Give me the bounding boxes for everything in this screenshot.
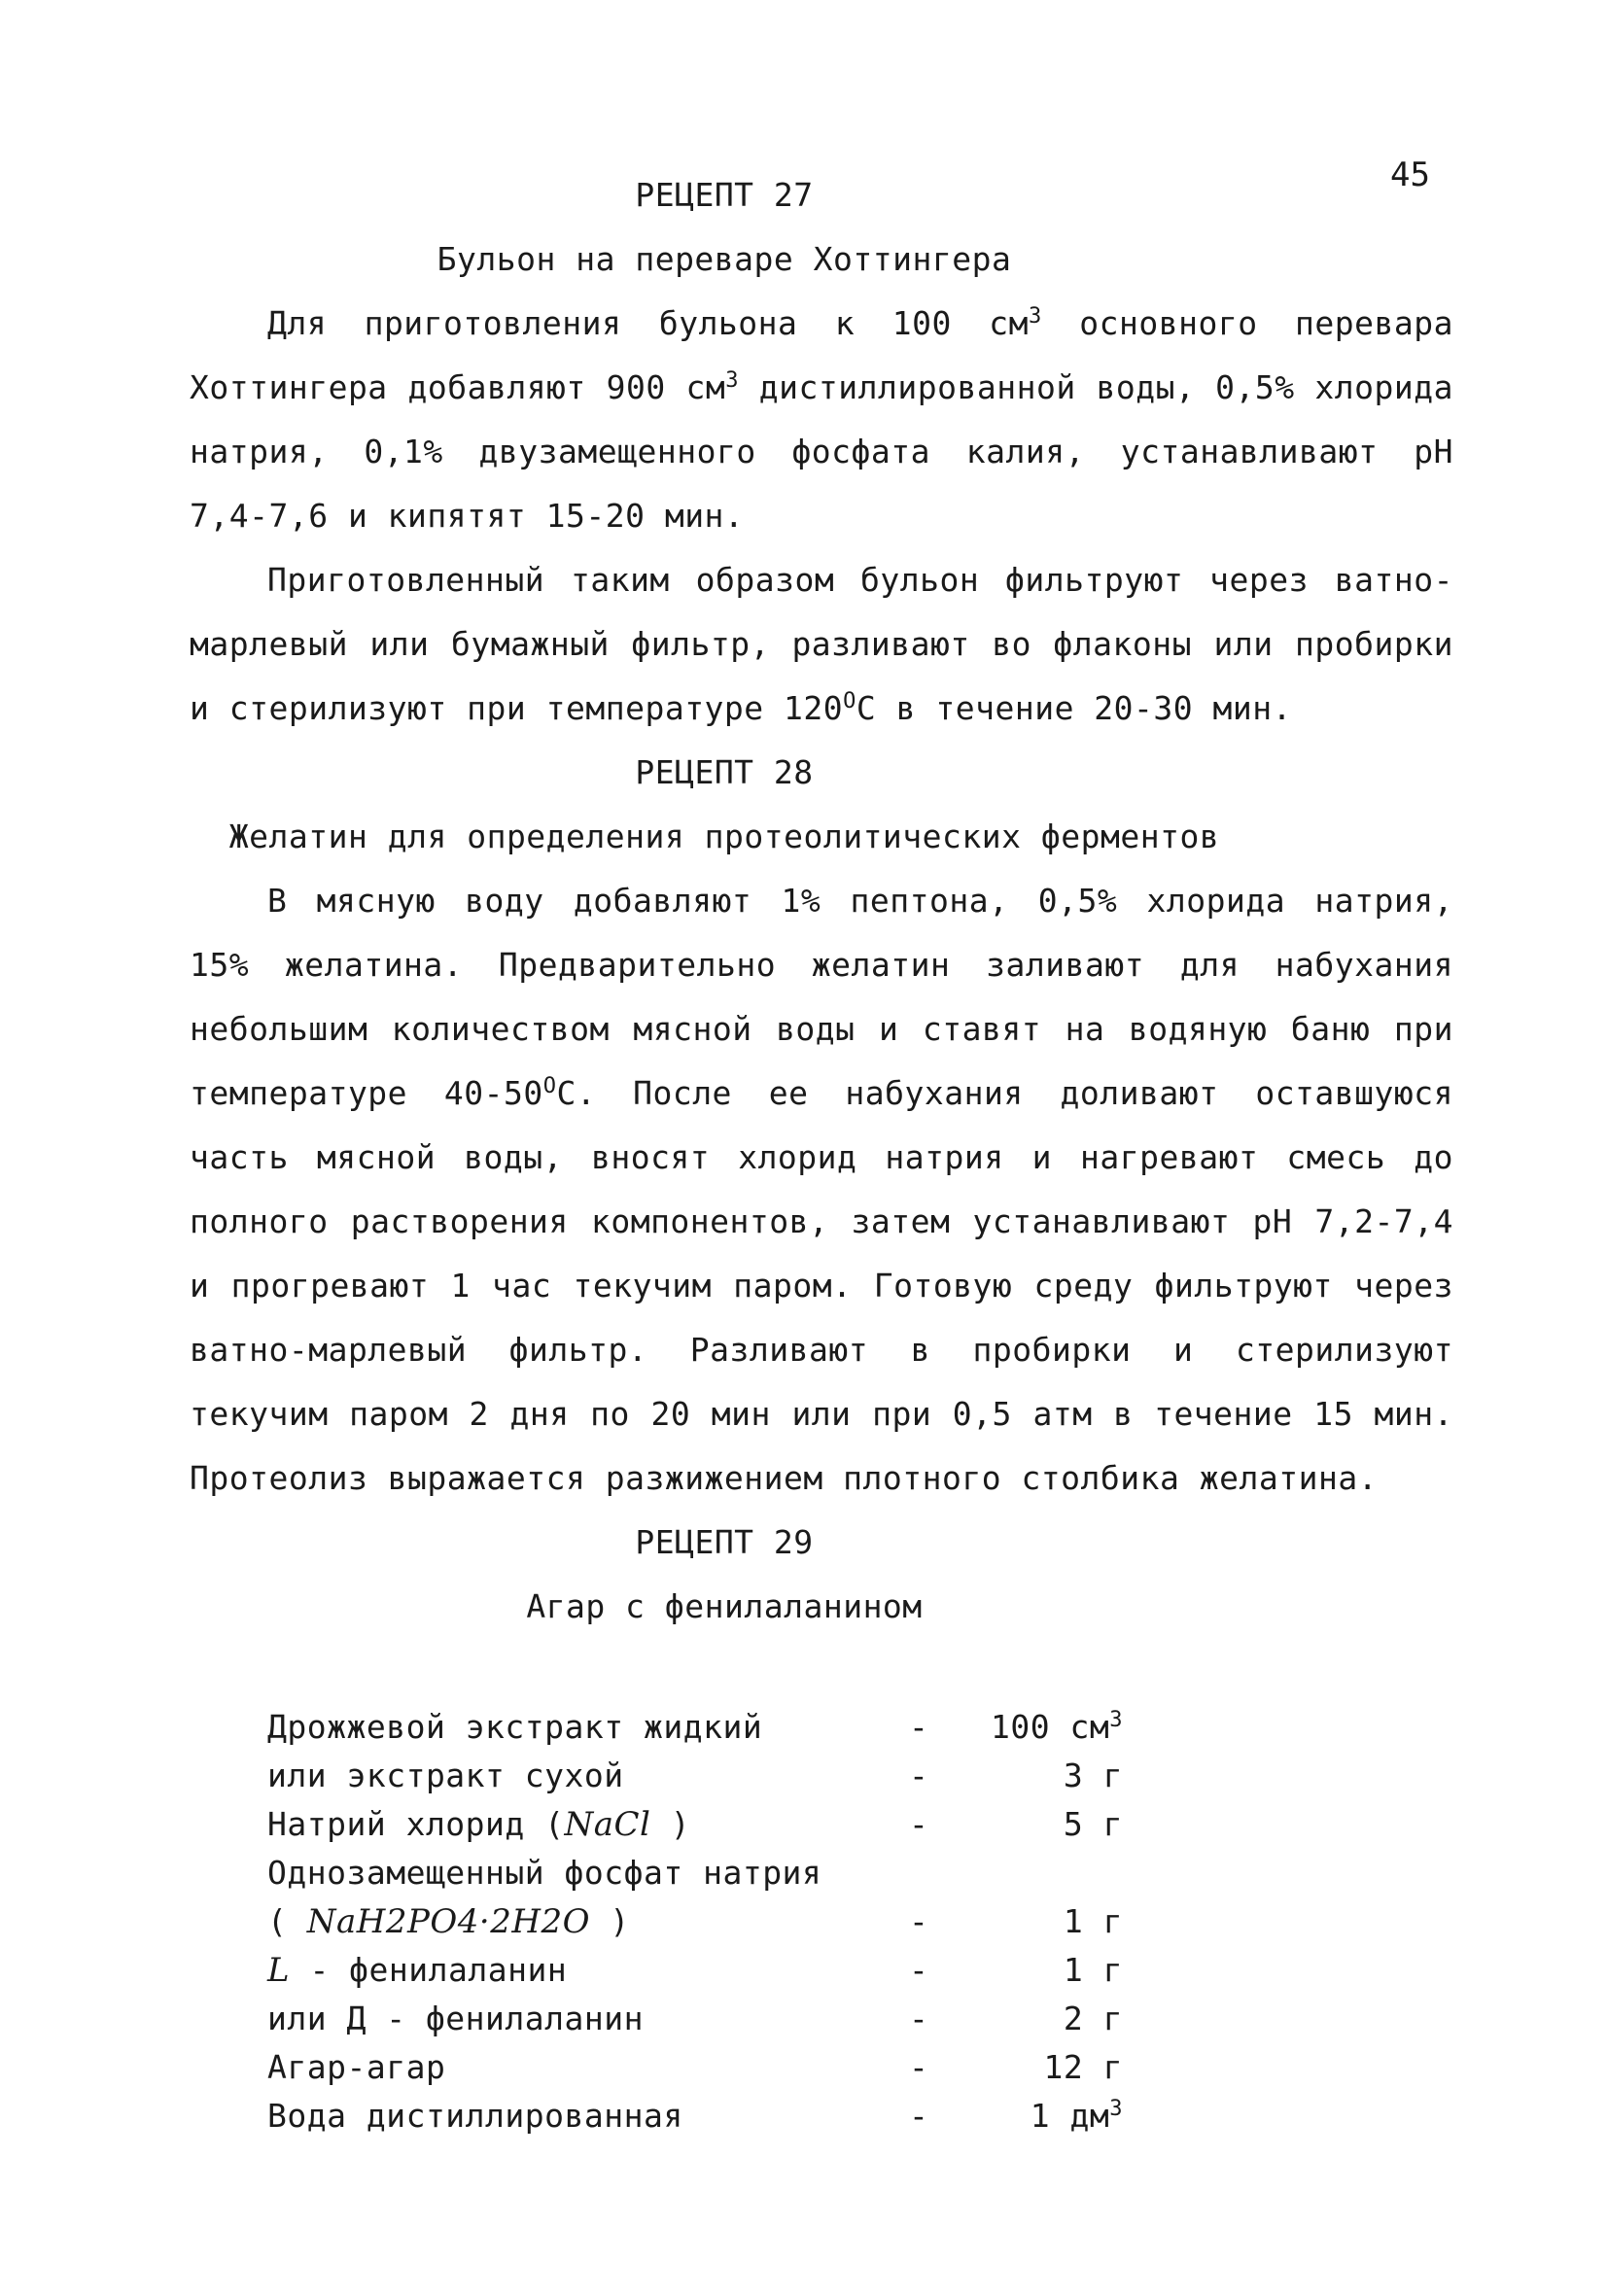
quantity-text: 1 дм — [1030, 2097, 1110, 2135]
ingredient-name — [267, 1849, 909, 1897]
handwritten-formula: L — [267, 1951, 291, 1990]
ingredient-row — [267, 1946, 1123, 1995]
ingredient-name-text: или Д - фенилаланин — [267, 2000, 644, 2037]
ingredient-row — [267, 1897, 1123, 1946]
text-run: В мясную воду добавляют 1% пептона, 0,5% хлорида натрия, 15% желатина. Предварительно желатин заливают для набухания небольшим количеством мясной воды и ставят на водяную баню при температуре 40-50 — [190, 882, 1453, 1112]
ingredient-row — [267, 2043, 1123, 2092]
ingredient-name — [267, 1946, 909, 1995]
recipe-29-title: Агар с фенилаланином — [526, 1587, 923, 1625]
ingredient-dash — [909, 1849, 967, 1897]
ingredient-quantity — [967, 2092, 1123, 2140]
ingredient-row — [267, 1849, 1123, 1897]
document-body — [190, 163, 1453, 1639]
ingredient-row — [267, 1800, 1123, 1849]
text-run: основного перевара Хоттингера добавляют 900 см — [190, 304, 1453, 406]
ingredient-dash: - — [909, 1902, 929, 1940]
ingredient-name-text: или экстракт сухой — [267, 1757, 624, 1794]
ingredient-row — [267, 1752, 1123, 1800]
superscript: О — [542, 1074, 557, 1098]
recipe-28-paragraph — [190, 869, 1453, 1511]
quantity-text: 100 см — [991, 1708, 1110, 1746]
ingredient-name-text: ) — [650, 1805, 691, 1843]
ingredient-name — [267, 2043, 909, 2092]
ingredient-quantity — [967, 1752, 1123, 1800]
handwritten-formula: NaCl — [564, 1805, 651, 1844]
recipe-27-paragraph-2 — [190, 548, 1453, 741]
ingredient-dash: - — [909, 1757, 929, 1794]
ingredient-row — [267, 2092, 1123, 2140]
ingredient-name — [267, 1897, 909, 1946]
recipe-29-heading: РЕЦЕПТ 29 — [635, 1523, 814, 1561]
ingredient-name-text: Натрий хлорид ( — [267, 1805, 565, 1843]
recipe-27-heading: РЕЦЕПТ 27 — [635, 176, 814, 214]
quantity-text: 5 г — [1063, 1805, 1123, 1843]
ingredient-name-text: Вода дистиллированная — [267, 2097, 683, 2135]
superscript: 3 — [1109, 1708, 1123, 1732]
ingredient-name-text: ( — [267, 1902, 307, 1940]
text-run: Для приготовления бульона к 100 см — [267, 304, 1030, 342]
page-number: 45 — [1390, 156, 1430, 194]
ingredient-quantity — [967, 1995, 1123, 2043]
ingredient-quantity — [967, 1897, 1123, 1946]
ingredient-name — [267, 1995, 909, 2043]
superscript: 3 — [1029, 304, 1042, 329]
quantity-text: 12 г — [1043, 2048, 1123, 2086]
quantity-text: 2 г — [1063, 2000, 1123, 2037]
text-run: С в течение 20-30 мин. — [856, 689, 1292, 727]
recipe-27-title: Бульон на переваре Хоттингера — [437, 240, 1012, 278]
quantity-text: 3 г — [1063, 1757, 1123, 1794]
superscript: 3 — [1109, 2097, 1123, 2121]
ingredient-quantity — [967, 1946, 1123, 1995]
ingredient-dash: - — [909, 1951, 929, 1989]
ingredient-dash: - — [909, 2048, 929, 2086]
text-run: С. После ее набухания доливают оставшуюся часть мясной воды, вносят хлорид натрия и нагревают смесь до полного растворения компонентов, затем устанавливают рН 7,2-7,4 и прогревают 1 час текучим паром. Готовую среду фильтруют через ватно-марлевый фильтр. Разливают в пробирки и стерилизуют текучим паром 2 дня по 20 мин или при 0,5 атм в течение 15 мин. Протеолиз выражается разжижением плотного столбика желатина. — [190, 1074, 1453, 1497]
ingredient-name — [267, 1800, 909, 1849]
ingredient-dash: - — [909, 1805, 929, 1843]
ingredient-name-text: ) — [590, 1902, 630, 1940]
ingredient-name-text: Дрожжевой экстракт жидкий — [267, 1708, 763, 1746]
ingredient-quantity — [967, 1703, 1123, 1752]
quantity-text: 1 г — [1063, 1951, 1123, 1989]
recipe-28-heading: РЕЦЕПТ 28 — [635, 753, 814, 791]
ingredient-quantity — [967, 2043, 1123, 2092]
ingredient-name-text: Однозамещенный фосфат натрия — [267, 1854, 822, 1892]
recipe-29-ingredient-list — [267, 1703, 1123, 2140]
recipe-27-paragraph-1 — [190, 292, 1453, 548]
text-run: дистиллированной воды, 0,5% хлорида натрия, 0,1% двузамещенного фосфата калия, устанавливают рН 7,4-7,6 и кипятят 15-20 мин. — [190, 368, 1453, 535]
ingredient-name-text: Агар-агар — [267, 2048, 446, 2086]
text-run: Приготовленный таким образом бульон фильтруют через ватно-марлевый или бумажный фильтр, разливают во флаконы или пробирки и стерилизуют при температуре 120 — [190, 561, 1453, 727]
ingredient-name — [267, 1703, 909, 1752]
ingredient-dash: - — [909, 2000, 929, 2037]
handwritten-formula: NaH2PO4·2H2O — [306, 1902, 591, 1941]
quantity-text: 1 г — [1063, 1902, 1123, 1940]
ingredient-dash: - — [909, 1708, 929, 1746]
ingredient-quantity — [967, 1800, 1123, 1849]
recipe-28-title: Желатин для определения протеолитических ферментов — [228, 818, 1220, 855]
ingredient-name-text: - фенилаланин — [290, 1951, 568, 1989]
superscript: 3 — [725, 368, 739, 393]
superscript: О — [843, 689, 856, 713]
ingredient-quantity — [967, 1849, 1123, 1897]
ingredient-dash: - — [909, 2097, 929, 2135]
ingredient-row — [267, 1703, 1123, 1752]
ingredient-name — [267, 1752, 909, 1800]
ingredient-row — [267, 1995, 1123, 2043]
ingredient-name — [267, 2092, 909, 2140]
